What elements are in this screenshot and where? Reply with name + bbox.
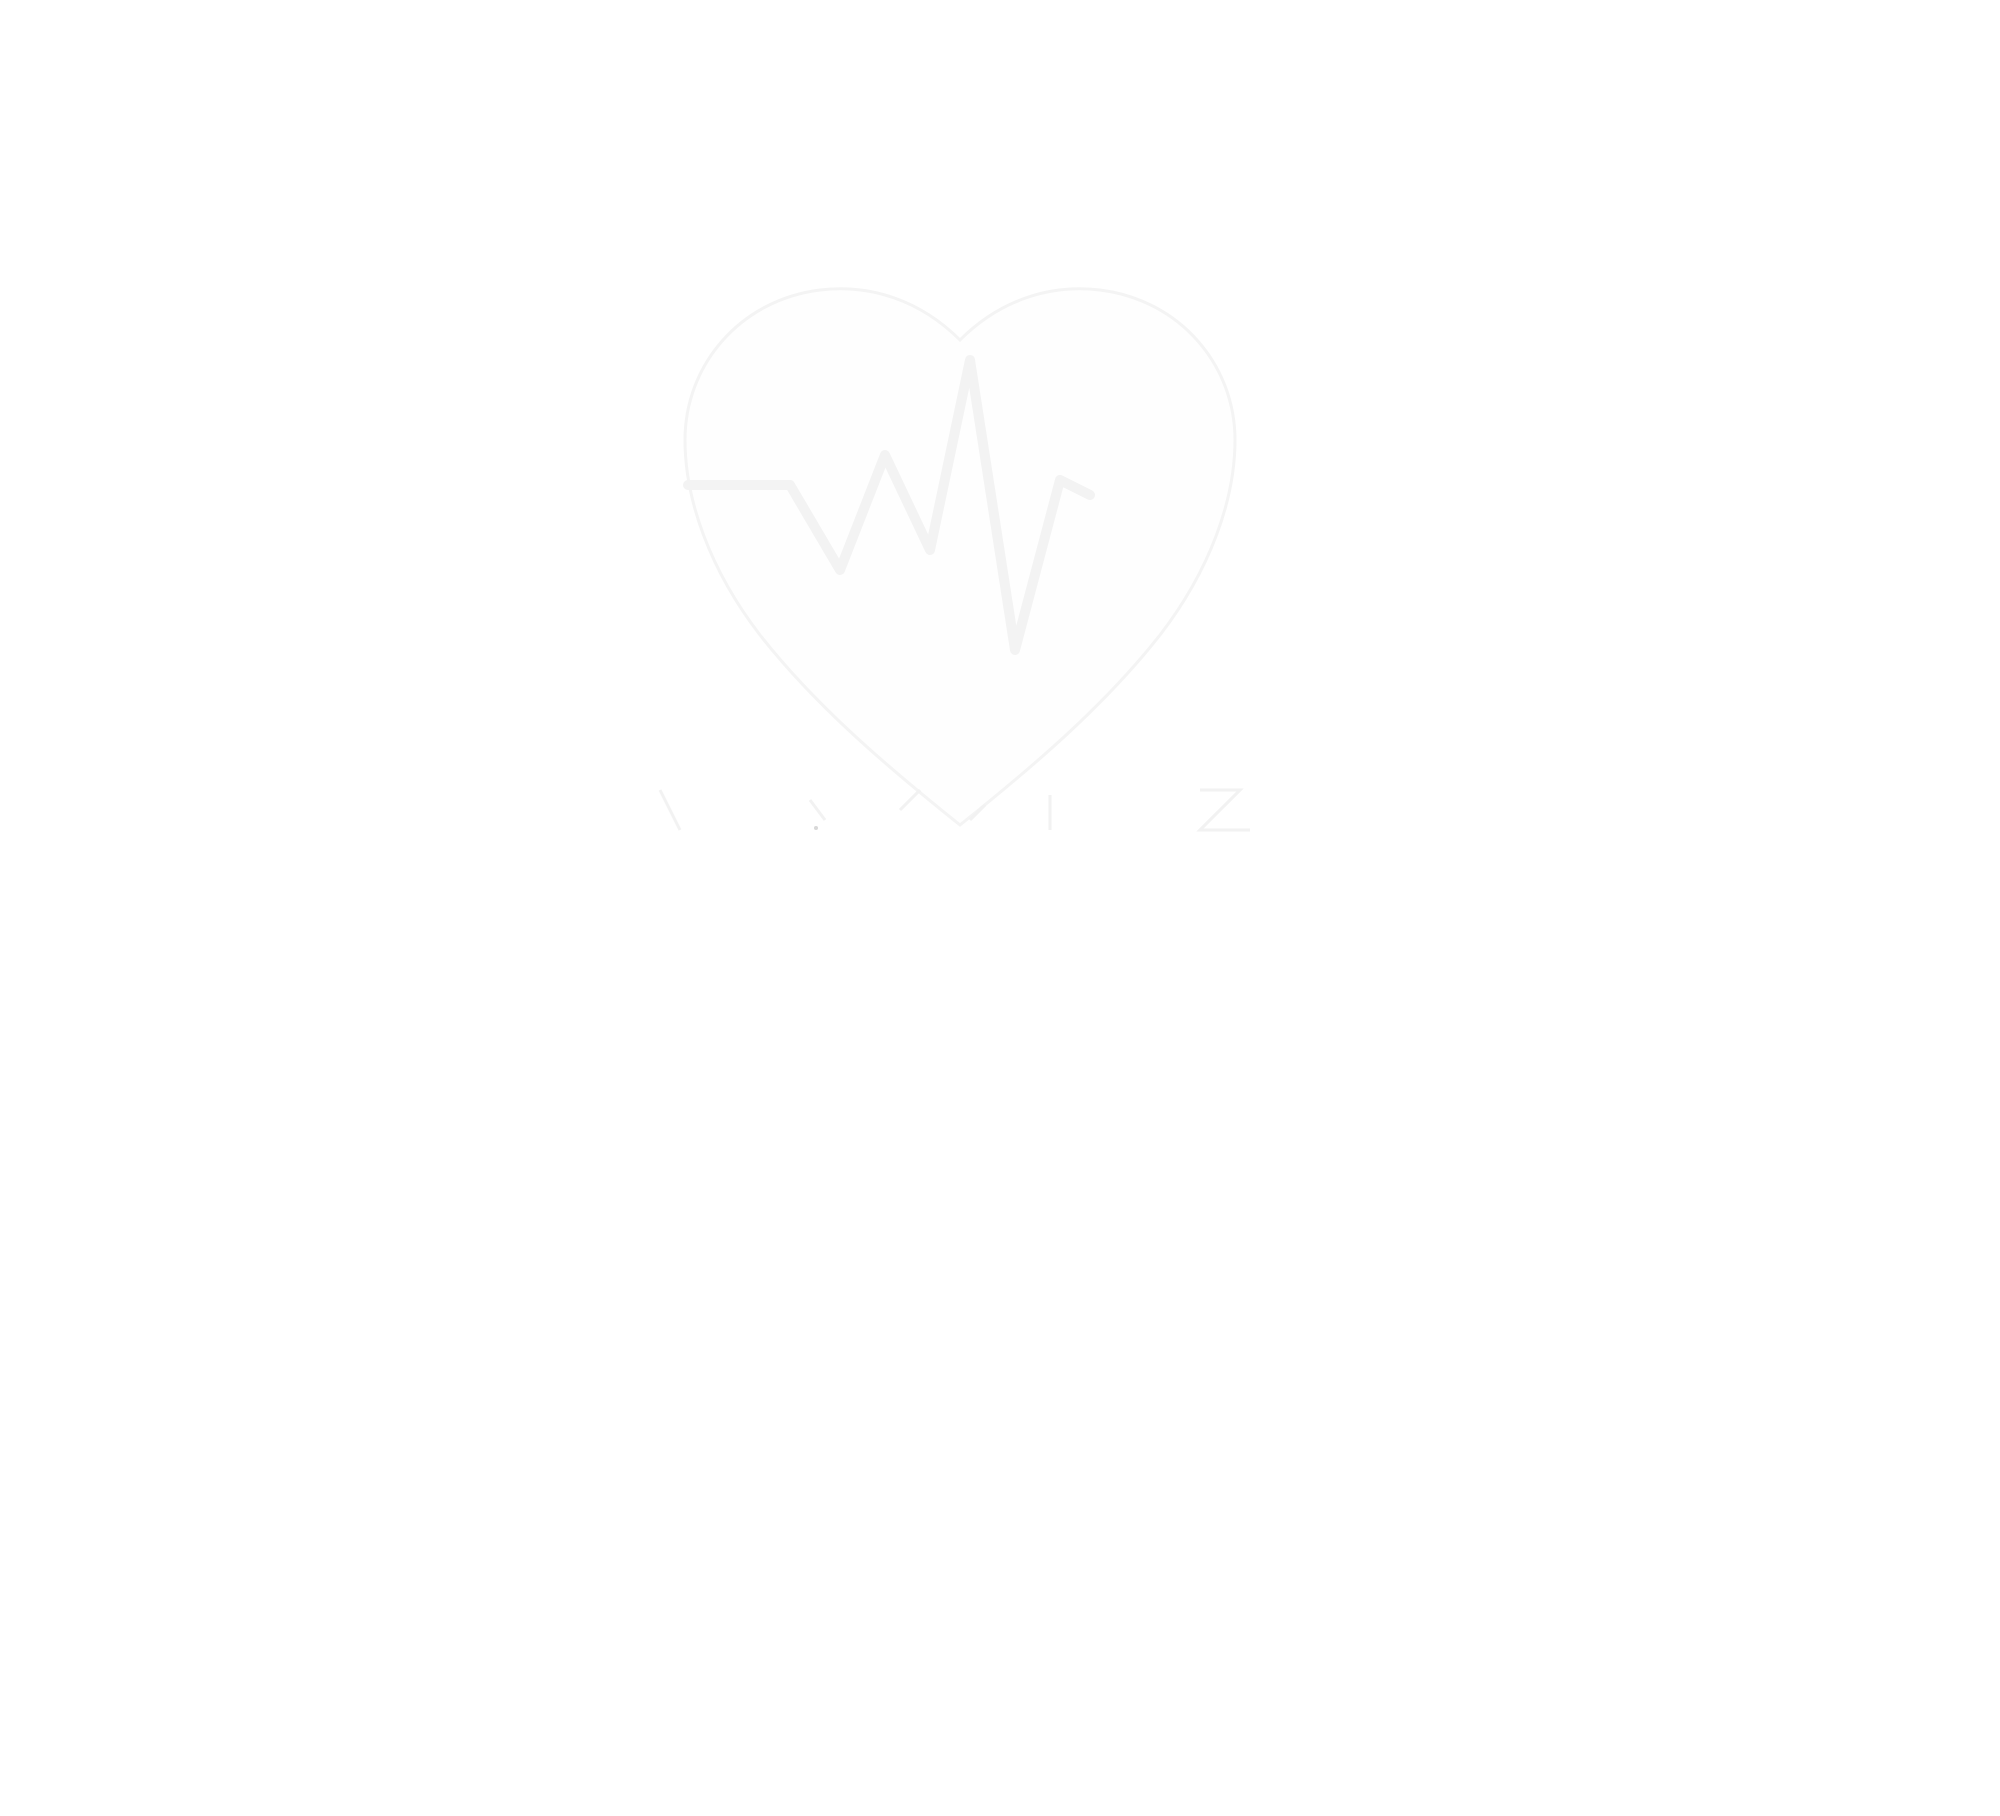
faint-wordmark xyxy=(640,770,1280,860)
heart-shape xyxy=(685,289,1235,825)
faint-wordmark-strokes xyxy=(640,770,1280,860)
